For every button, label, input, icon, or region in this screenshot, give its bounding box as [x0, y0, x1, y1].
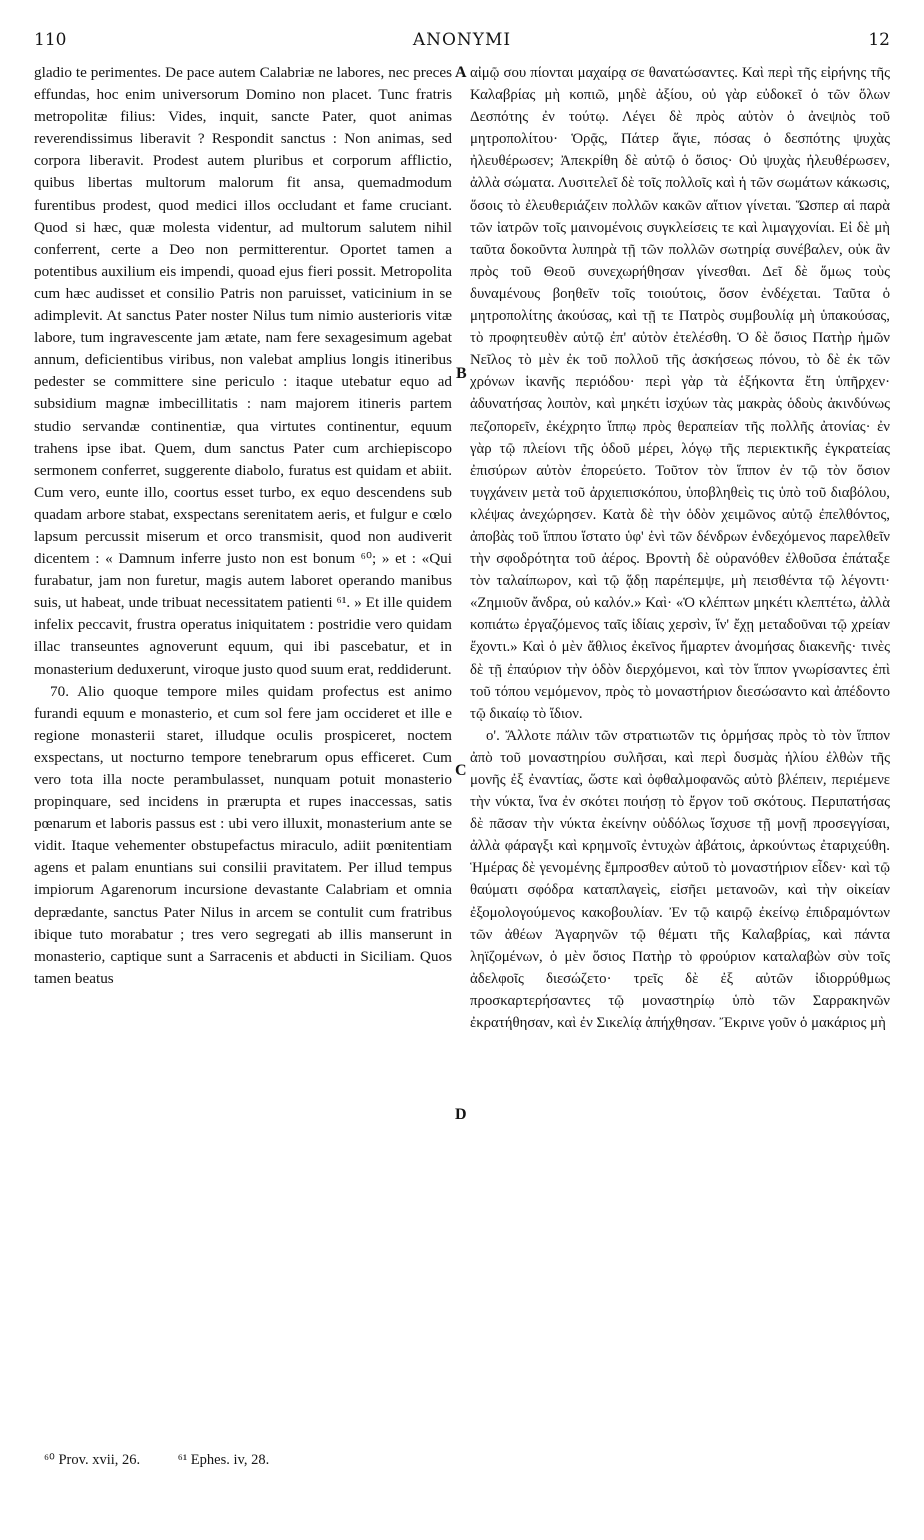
latin-paragraph: 70. Alio quoque tempore miles quidam profectus est animo furandi equum e monasterio, et cum sol fere jam occideret et ille e regione monasterii staret, illudque oculis prospiceret, noctem exspectans, ut nocturno tempore tenebrarum opus efficeret. Cum vero tota illa nocte perambulasset, nunquam potuit monasterio propinquare, sed incidens in prærupta et rupes inaccessas, satis pœnarum et laboris passus est : ubi vero illuxit, monasterium ante se vidit. Itaque vehementer obstupefactus miraculo, adiit pœnitentiam agens et palam enuntians sui consilii pravitatem. Per illud tempus impiorum Agarenorum incursione devastante Calabriam et omnia deprædante, sanctus Pater Nilus in arcem se contulit cum fratribus ibique tuto morabatur ; tres vero segregati ab illis manserunt in monasterio, captique sunt a Sarracenis et abducti in Siciliam. Quos tamen beatus	[34, 682, 452, 987]
running-header	[34, 30, 890, 54]
latin-column	[34, 62, 452, 1442]
running-title: ANONYMI	[412, 30, 512, 50]
page-number-left: 110	[34, 30, 67, 50]
margin-letter-b: B	[456, 365, 467, 382]
margin-letter-c: C	[455, 762, 467, 779]
greek-paragraph: αἰμῷ σου πίονται μαχαίρᾳ σε θανατώσαντες. Καὶ περὶ τῆς εἰρήνης τῆς Καλαβρίας μὴ κοπιῶ, μηδὲ ἀξίου, οὐ γὰρ εὐδοκεῖ ὁ τῶν ὅλων Δεσπότης ἐν τούτῳ. Λέγει δὲ πρὸς αὐτὸν ὁ ἀνεψιὸς τοῦ μητροπολίτου· Ὁρᾷς, Πάτερ ἅγιε, πόσας ὁ δεσπότης ψυχὰς ἠλευθέρωσεν; Ἀπεκρίθη δὲ αὐτῷ ὁ ὅσιος· Οὐ ψυχὰς ἠλευθέρωσεν, ἀλλὰ σώματα. Λυσιτελεῖ δὲ τοῖς πολλοῖς καὶ ἡ τῶν σωμάτων κάκωσις, ὅσοις τὸ ἐλευθεριάζειν πολλῶν κακῶν αἴτιον γίνεται. Ὥσπερ αἱ παρὰ τῶν ἰατρῶν τοῖς μαινομένοις συγκλείσεις τε καὶ λιμαγχονίαι. Εἰ δὲ μὴ ταῦτα δοκοῦντα λυπηρὰ τῇ τῶν πολλῶν σωτηρίᾳ συνέβαλεν, οὐκ ἂν πρὸς τοῦ Θεοῦ συνεχωρήθησαν γίνεσθαι. Δεῖ δὲ ὅμως τοὺς δυναμένους βοηθεῖν τοῖς τοιούτοις, ὅσον ἐνδέχεται. Ταῦτα ὁ μητροπολίτης ἀκούσας, καὶ τῇ τε Πατρὸς συμβουλίᾳ μὴ ὑπακούσας, τὸ προφητευθὲν αὐτῷ ἐπ' αὐτὸν ἐτελέσθη. Ὁ δὲ ὅσιος Πατὴρ ἡμῶν Νεῖλος τὸ μὲν ἐκ τοῦ πολλοῦ τῆς ἀσκήσεως πόνου, τὸ δὲ ἐκ τῶν χρόνων ἱκανῆς περιόδου· περὶ γὰρ τὰ ἑξήκοντα ἔτη ὑπῆρχεν· ἀδυνατήσας λοιπὸν, καὶ μηκέτι ἰσχύων τὰς μακρὰς ὁδοὺς ἀκινδύνως πεζοπορεῖν, ἐκέχρητο ἵππῳ πρὸς θεραπείαν τῆς πολλῆς ἀτονίας· ἐν γὰρ τῷ πλείονι τῆς ὁδοῦ μέρει, λόγῳ τῆς περιεκτικῆς ἐγκρατείας ἐπισύρων αὐτὸν ἐπορεύετο. Τοῦτον τὸν ἵππον ἐν τῷ τὸν ὅσιον τυγχάνειν μετὰ τοῦ ἀρχιεπισκόπου, ὑποβληθεὶς τις ὑπὸ τοῦ διαβόλου, κλέψας ἀνεχώρησεν. Κατὰ δὲ τὴν ὁδὸν χειμῶνος αὐτῷ ἐπελθόντος, ἀποβὰς τοῦ ἵππου ἵστατο ὑφ' ἑνὶ τῶν δένδρων ἐνδεχόμενος παρελθεῖν τὴν σφοδρότητα τοῦ ἀέρος. Βροντὴ δὲ οὐρανόθεν ἐλθοῦσα ἐπάταξε τὸν ταλαίπωρον, καὶ τῷ ᾅδῃ παρέπεμψε, μὴ πεισθέντα τῷ λέγοντι· «Ζημιοῦν ἄνδρα, οὐ καλόν.» Καὶ· «Ὁ κλέπτων μηκέτι κλεπτέτω, ἀλλὰ κοπιάτω ἐργαζόμενος ταῖς ἰδίαις χερσὶν, ἵν' ἔχῃ μεταδοῦναι τῷ χρείαν ἔχοντι.» Καὶ ὁ μὲν ἄθλιος ἐκεῖνος ἥμαρτεν ἀνομήσας διακενῆς· τινὲς δὲ τῇ ἐπαύριον τὴν ὁδὸν διερχόμενοι, καὶ τὸν ἵππον γνωρίσαντες ἐπὶ τοῦ τόπου νεμόμενον, πρὸς τὸ μοναστήριον διεσώσαντο καὶ ἀπέδοντο τῷ δικαίῳ τὸ ἴδιον.	[470, 65, 890, 722]
greek-column	[470, 62, 890, 1442]
latin-paragraph: gladio te perimentes. De pace autem Calabriæ ne labores, nec preces effundas, hoc enim universorum Domino non placet. Tunc fratris metropolitæ filius: Vides, inquit, sancte Pater, quot animas reverendissimus liberavit ? Respondit sanctus : Non animas, sed corpora liberavit. Prodest autem pluribus et corporum afflictio, quibus libertas multorum malorum fit ansa, quemadmodum furentibus prodest, quod medici illos occludant et fame cruciant. Quod si hæc, quæ molesta videntur, ad multorum salutem nihil conferrent, certe a Deo non permitterentur. Oportet tamen a potentibus auxilium eis impendi, quoad ejus fieri possit. Metropolita cum hæc audisset et consilio Patris non paruisset, vaticinium in se adimplevit. At sanctus Pater noster Nilus tum nimio austerioris vitæ labore, tum ingravescente jam ætate, nam fere sexagesimum agebat annum, deficientibus viribus, non valebat amplius longis itineribus pedester se committere sine periculo : itaque utebatur equo ad subsidium magnæ imbecillitatis : nam majorem itineris partem studio servandæ continentiæ, qua virtutes continentur, equum trahens ipse ibat. Quem, dum sanctus Pater cum archiepiscopo sermonem conferret, suggerente diabolo, furatus est quidam et abiit. Cum vero, eunte illo, coortus esset turbo, ex equo descendens sub quadam arbore stabat, exspectans serenitatem aeris, et fulgur e cœlo lapsum percussit miserum et orco transmisit, quod non audiverit dicentem : « Damnum inferre justo non est bonum ⁶⁰; » et : «Qui furabatur, jam non furetur, magis autem laboret operando manibus suis, ut habeat, unde tribuat necessitatem patienti ⁶¹. » Et ille quidem infelix peccavit, frustra operatus iniquitatem : postridie vero quidam illac transeuntes agnoverunt equum, qui ibi pascebatur, et in monasterium deduxerunt, viroque justo quod suum erat, reddiderunt.	[34, 64, 452, 678]
page-number-right: 12	[868, 30, 890, 50]
greek-paragraph: ο'. Ἄλλοτε πάλιν τῶν στρατιωτῶν τις ὁρμήσας πρὸς τὸ τὸν ἵππον ἀπὸ τοῦ μοναστηρίου συλῆσαι, καὶ περὶ δυσμὰς ἡλίου ἐλθὼν τῆς μονῆς ἐξ ἐναντίας, ὥστε καὶ ὀφθαλμοφανῶς αὐτὸ βλέπειν, περιέμενε τὴν νύκτα, ἵνα ἐν σκότει ποιήσῃ τὸ ἔργον τοῦ σκότους. Περιπατήσας δὲ πᾶσαν τὴν νύκτα ἐκείνην οὐδόλως ἴσχυσε τῇ μονῇ προσεγγίσαι, ἀλλὰ φάραγξι καὶ κρημνοῖς ἐντυχὼν ἀβάτοις, ἀρκούντως ἐταριχεύθη. Ἡμέρας δὲ γενομένης ἔμπροσθεν αὐτοῦ τὸ μοναστήριον εἶδεν· καὶ τῷ θαύματι σφόδρα καταπλαγεὶς, εἰσῆει μετανοῶν, καὶ τὴν οἰκείαν ἐξομολογούμενος κακοβουλίαν. Ἐν τῷ καιρῷ ἐκείνῳ ἐπιδραμόντων τῶν ἀθέων Ἀγαρηνῶν τῷ θέματι τῆς Καλαβρίας, καὶ πάντα ληϊζομένων, ὁ μὲν ὅσιος Πατὴρ τὸ φρούριον καταλαβὼν σὺν τοῖς ἀδελφοῖς διεσώζετο· τρεῖς δὲ ἐξ αὐτῶν ἰδιορρύθμως προσκαρτερήσαντες τῷ μοναστηρίῳ ὑπὸ τῶν Σαρρακηνῶν ἐκρατήθησαν, καὶ ἐν Σικελίᾳ ἀπήχθησαν. Ἔκρινε γοῦν ὁ μακάριος μὴ	[470, 727, 890, 1032]
footnote-61: ⁶¹ Ephes. iv, 28.	[177, 1452, 270, 1468]
margin-letter-a: A	[455, 64, 467, 81]
footnotes	[44, 1452, 884, 1469]
margin-letter-d: D	[455, 1106, 467, 1123]
footnote-60: ⁶⁰ Prov. xvii, 26.	[44, 1452, 141, 1468]
